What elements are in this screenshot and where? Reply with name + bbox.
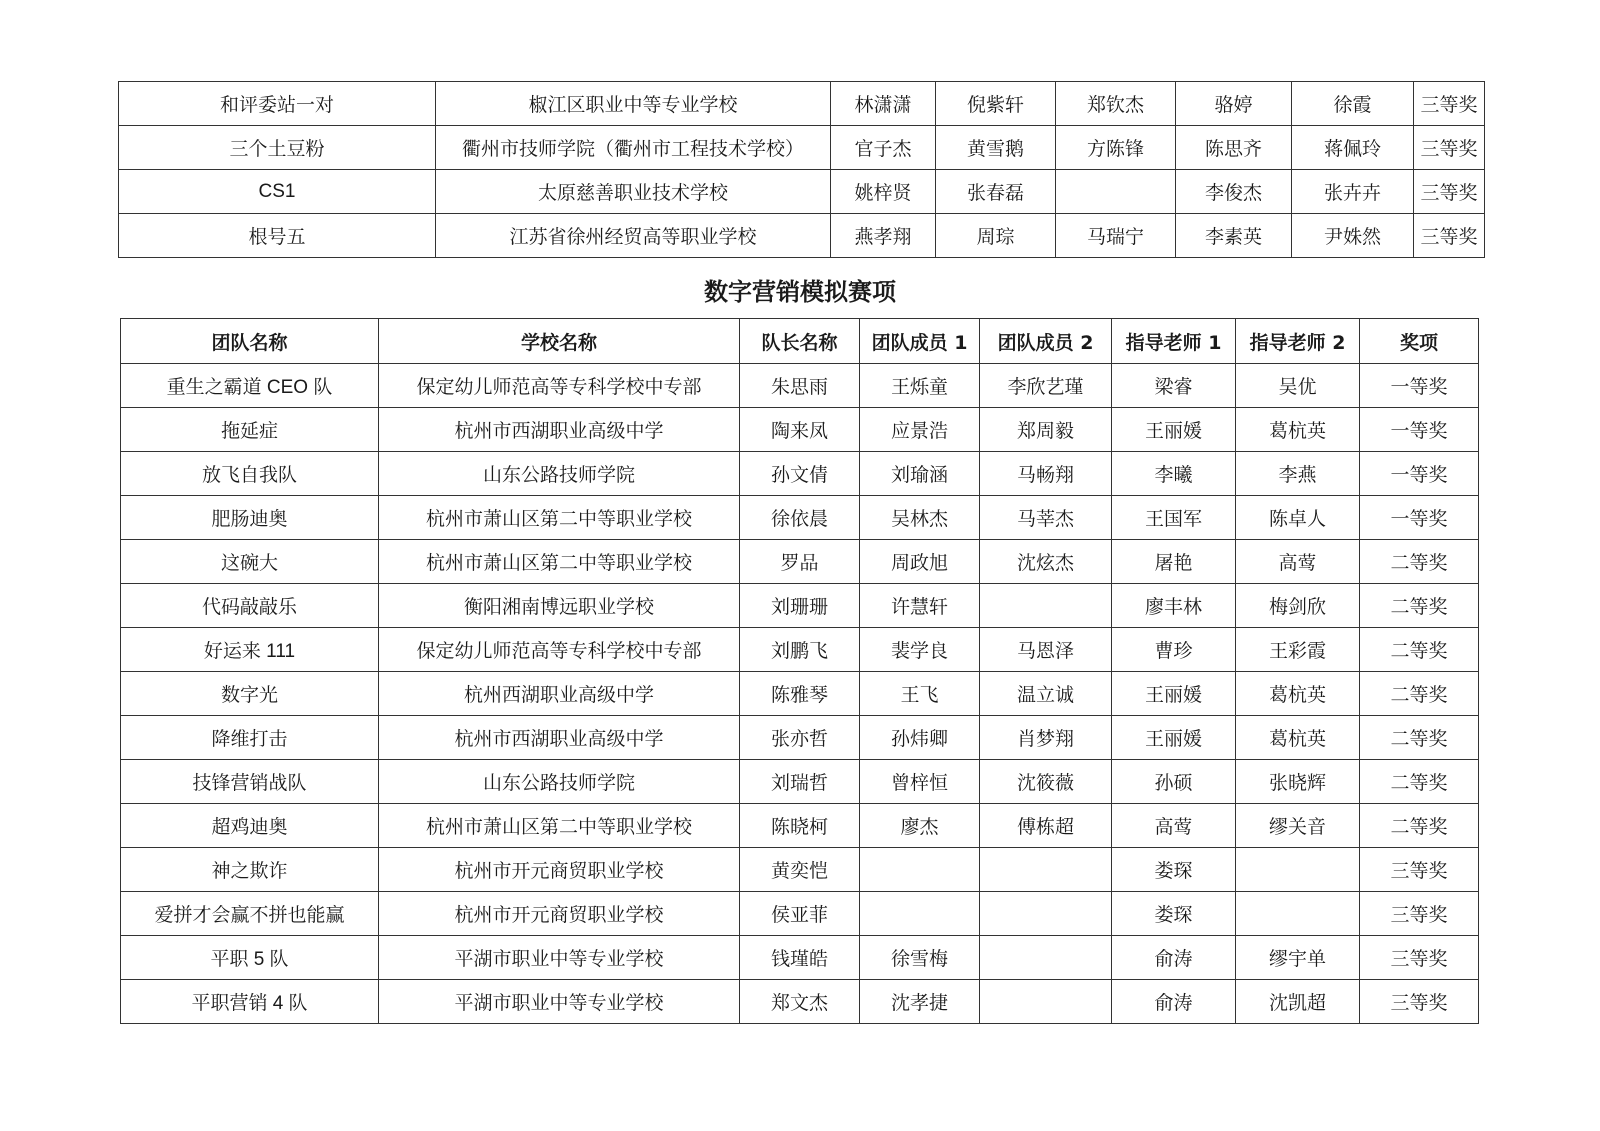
teacher-1-cell: 高莺 — [1112, 804, 1236, 848]
school-name-cell: 平湖市职业中等专业学校 — [379, 936, 740, 980]
teacher-1-cell: 陈思齐 — [1176, 126, 1292, 170]
team-name-cell: 技锋营销战队 — [121, 760, 379, 804]
member-2-cell: 郑周毅 — [980, 408, 1112, 452]
award-cell: 二等奖 — [1360, 584, 1479, 628]
table-row — [121, 584, 1479, 628]
member-1-cell: 刘瑜涵 — [860, 452, 980, 496]
school-name-cell: 杭州市开元商贸职业学校 — [379, 848, 740, 892]
award-cell: 二等奖 — [1360, 760, 1479, 804]
award-cell: 一等奖 — [1360, 496, 1479, 540]
member-1-cell — [860, 848, 980, 892]
member-1-cell: 孙炜卿 — [860, 716, 980, 760]
team-name-cell: 三个土豆粉 — [119, 126, 436, 170]
teacher-1-cell: 李素英 — [1176, 214, 1292, 258]
award-cell: 一等奖 — [1360, 364, 1479, 408]
captain-cell: 钱瑾皓 — [740, 936, 860, 980]
award-cell: 三等奖 — [1360, 980, 1479, 1024]
teacher-2-cell: 葛杭英 — [1236, 672, 1360, 716]
teacher-2-cell: 尹姝然 — [1292, 214, 1414, 258]
captain-cell: 侯亚菲 — [740, 892, 860, 936]
table-row — [121, 760, 1479, 804]
teacher-2-cell: 葛杭英 — [1236, 408, 1360, 452]
member-2-cell — [980, 936, 1112, 980]
header-team: 团队名称 — [121, 319, 379, 364]
member-2-cell: 郑钦杰 — [1056, 82, 1176, 126]
team-name-cell: 神之欺诈 — [121, 848, 379, 892]
header-member-2: 团队成员 2 — [980, 319, 1112, 364]
team-name-cell: 好运来 111 — [121, 628, 379, 672]
teacher-1-cell: 娄琛 — [1112, 848, 1236, 892]
school-name-cell: 保定幼儿师范高等专科学校中专部 — [379, 364, 740, 408]
member-1-cell: 许慧轩 — [860, 584, 980, 628]
school-name-cell: 杭州市萧山区第二中等职业学校 — [379, 540, 740, 584]
main-table-body — [121, 364, 1479, 1024]
school-name-cell: 杭州市萧山区第二中等职业学校 — [379, 804, 740, 848]
member-2-cell — [980, 584, 1112, 628]
captain-cell: 陶来凤 — [740, 408, 860, 452]
member-1-cell: 应景浩 — [860, 408, 980, 452]
header-row — [121, 319, 1479, 364]
team-name-cell: 超鸡迪奥 — [121, 804, 379, 848]
member-2-cell — [980, 980, 1112, 1024]
teacher-1-cell: 孙硕 — [1112, 760, 1236, 804]
award-cell: 三等奖 — [1414, 82, 1485, 126]
member-1-cell: 周政旭 — [860, 540, 980, 584]
teacher-1-cell: 王国军 — [1112, 496, 1236, 540]
table-row — [121, 672, 1479, 716]
school-name-cell: 杭州西湖职业高级中学 — [379, 672, 740, 716]
table-row — [121, 408, 1479, 452]
teacher-1-cell: 梁睿 — [1112, 364, 1236, 408]
team-name-cell: 和评委站一对 — [119, 82, 436, 126]
captain-cell: 林潇潇 — [831, 82, 936, 126]
member-2-cell: 傅栋超 — [980, 804, 1112, 848]
member-2-cell: 马瑞宁 — [1056, 214, 1176, 258]
member-2-cell: 沈筱薇 — [980, 760, 1112, 804]
teacher-2-cell: 缪关音 — [1236, 804, 1360, 848]
team-name-cell: 平职 5 队 — [121, 936, 379, 980]
captain-cell: 黄奕恺 — [740, 848, 860, 892]
table-row — [121, 364, 1479, 408]
member-2-cell: 马莘杰 — [980, 496, 1112, 540]
member-2-cell: 沈炫杰 — [980, 540, 1112, 584]
captain-cell: 刘瑞哲 — [740, 760, 860, 804]
award-cell: 二等奖 — [1360, 540, 1479, 584]
captain-cell: 陈晓柯 — [740, 804, 860, 848]
teacher-1-cell: 俞涛 — [1112, 936, 1236, 980]
teacher-2-cell: 陈卓人 — [1236, 496, 1360, 540]
captain-cell: 罗品 — [740, 540, 860, 584]
school-name-cell: 椒江区职业中等专业学校 — [436, 82, 831, 126]
captain-cell: 孙文倩 — [740, 452, 860, 496]
award-cell: 三等奖 — [1414, 126, 1485, 170]
header-member-1: 团队成员 1 — [860, 319, 980, 364]
school-name-cell: 太原慈善职业技术学校 — [436, 170, 831, 214]
member-1-cell: 曾梓恒 — [860, 760, 980, 804]
team-name-cell: 降维打击 — [121, 716, 379, 760]
teacher-1-cell: 骆婷 — [1176, 82, 1292, 126]
team-name-cell: CS1 — [119, 170, 436, 214]
award-cell: 二等奖 — [1360, 672, 1479, 716]
captain-cell: 徐依晨 — [740, 496, 860, 540]
teacher-2-cell: 高莺 — [1236, 540, 1360, 584]
member-1-cell: 王飞 — [860, 672, 980, 716]
member-1-cell: 张春磊 — [936, 170, 1056, 214]
table-row — [119, 170, 1485, 214]
school-name-cell: 江苏省徐州经贸高等职业学校 — [436, 214, 831, 258]
award-cell: 三等奖 — [1360, 848, 1479, 892]
teacher-1-cell: 屠艳 — [1112, 540, 1236, 584]
teacher-1-cell: 王丽媛 — [1112, 672, 1236, 716]
teacher-2-cell: 张卉卉 — [1292, 170, 1414, 214]
member-1-cell: 周琮 — [936, 214, 1056, 258]
school-name-cell: 杭州市萧山区第二中等职业学校 — [379, 496, 740, 540]
section-title: 数字营销模拟赛项 — [704, 278, 896, 306]
school-name-cell: 山东公路技师学院 — [379, 452, 740, 496]
award-cell: 一等奖 — [1360, 452, 1479, 496]
award-cell: 二等奖 — [1360, 716, 1479, 760]
header-school: 学校名称 — [379, 319, 740, 364]
award-cell: 二等奖 — [1360, 628, 1479, 672]
table-row — [121, 804, 1479, 848]
school-name-cell: 保定幼儿师范高等专科学校中专部 — [379, 628, 740, 672]
award-cell: 一等奖 — [1360, 408, 1479, 452]
captain-cell: 燕孝翔 — [831, 214, 936, 258]
teacher-1-cell: 俞涛 — [1112, 980, 1236, 1024]
school-name-cell: 衡阳湘南博远职业学校 — [379, 584, 740, 628]
teacher-1-cell: 曹珍 — [1112, 628, 1236, 672]
school-name-cell: 杭州市开元商贸职业学校 — [379, 892, 740, 936]
member-1-cell: 黄雪鹅 — [936, 126, 1056, 170]
member-2-cell: 方陈锋 — [1056, 126, 1176, 170]
award-cell: 二等奖 — [1360, 804, 1479, 848]
header-teacher-1: 指导老师 1 — [1112, 319, 1236, 364]
member-2-cell: 温立诚 — [980, 672, 1112, 716]
captain-cell: 陈雅琴 — [740, 672, 860, 716]
teacher-1-cell: 廖丰林 — [1112, 584, 1236, 628]
member-1-cell: 廖杰 — [860, 804, 980, 848]
member-2-cell — [980, 848, 1112, 892]
member-1-cell: 吴林杰 — [860, 496, 980, 540]
teacher-1-cell: 李俊杰 — [1176, 170, 1292, 214]
member-1-cell: 沈孝捷 — [860, 980, 980, 1024]
captain-cell: 郑文杰 — [740, 980, 860, 1024]
table-row — [119, 214, 1485, 258]
school-name-cell: 杭州市西湖职业高级中学 — [379, 408, 740, 452]
teacher-2-cell: 蒋佩玲 — [1292, 126, 1414, 170]
table-row — [121, 848, 1479, 892]
table-row — [121, 452, 1479, 496]
teacher-1-cell: 娄琛 — [1112, 892, 1236, 936]
table-row — [121, 496, 1479, 540]
captain-cell: 张亦哲 — [740, 716, 860, 760]
teacher-2-cell — [1236, 892, 1360, 936]
member-1-cell: 王烁童 — [860, 364, 980, 408]
member-2-cell — [980, 892, 1112, 936]
school-name-cell: 山东公路技师学院 — [379, 760, 740, 804]
member-2-cell — [1056, 170, 1176, 214]
table-row — [119, 82, 1485, 126]
top-results-table — [118, 81, 1485, 258]
award-cell: 三等奖 — [1414, 170, 1485, 214]
teacher-2-cell — [1236, 848, 1360, 892]
award-cell: 三等奖 — [1360, 892, 1479, 936]
team-name-cell: 放飞自我队 — [121, 452, 379, 496]
team-name-cell: 重生之霸道 CEO 队 — [121, 364, 379, 408]
header-award: 奖项 — [1360, 319, 1479, 364]
header-teacher-2: 指导老师 2 — [1236, 319, 1360, 364]
teacher-2-cell: 吴优 — [1236, 364, 1360, 408]
teacher-2-cell: 徐霞 — [1292, 82, 1414, 126]
table-row — [121, 936, 1479, 980]
header-captain: 队长名称 — [740, 319, 860, 364]
table-row — [121, 628, 1479, 672]
teacher-1-cell: 王丽媛 — [1112, 716, 1236, 760]
team-name-cell: 肥肠迪奥 — [121, 496, 379, 540]
teacher-2-cell: 王彩霞 — [1236, 628, 1360, 672]
award-cell: 三等奖 — [1360, 936, 1479, 980]
captain-cell: 刘鹏飞 — [740, 628, 860, 672]
teacher-2-cell: 葛杭英 — [1236, 716, 1360, 760]
table-row — [121, 716, 1479, 760]
school-name-cell: 杭州市西湖职业高级中学 — [379, 716, 740, 760]
captain-cell: 官子杰 — [831, 126, 936, 170]
teacher-1-cell: 王丽媛 — [1112, 408, 1236, 452]
member-1-cell: 徐雪梅 — [860, 936, 980, 980]
teacher-2-cell: 缪宇单 — [1236, 936, 1360, 980]
table-row — [121, 540, 1479, 584]
table-row — [119, 126, 1485, 170]
member-1-cell — [860, 892, 980, 936]
team-name-cell: 拖延症 — [121, 408, 379, 452]
captain-cell: 朱思雨 — [740, 364, 860, 408]
teacher-2-cell: 梅剑欣 — [1236, 584, 1360, 628]
team-name-cell: 平职营销 4 队 — [121, 980, 379, 1024]
member-1-cell: 裴学良 — [860, 628, 980, 672]
teacher-2-cell: 李燕 — [1236, 452, 1360, 496]
team-name-cell: 代码敲敲乐 — [121, 584, 379, 628]
team-name-cell: 数字光 — [121, 672, 379, 716]
school-name-cell: 平湖市职业中等专业学校 — [379, 980, 740, 1024]
member-2-cell: 马畅翔 — [980, 452, 1112, 496]
table-row — [121, 892, 1479, 936]
member-2-cell: 李欣艺瑾 — [980, 364, 1112, 408]
top-table-body — [119, 82, 1485, 258]
table-row — [121, 980, 1479, 1024]
member-2-cell: 肖梦翔 — [980, 716, 1112, 760]
member-1-cell: 倪紫轩 — [936, 82, 1056, 126]
team-name-cell: 根号五 — [119, 214, 436, 258]
captain-cell: 姚梓贤 — [831, 170, 936, 214]
teacher-2-cell: 沈凯超 — [1236, 980, 1360, 1024]
digital-marketing-results-table — [120, 318, 1479, 1024]
team-name-cell: 爱拼才会赢不拼也能赢 — [121, 892, 379, 936]
team-name-cell: 这碗大 — [121, 540, 379, 584]
teacher-1-cell: 李曦 — [1112, 452, 1236, 496]
member-2-cell: 马恩泽 — [980, 628, 1112, 672]
award-cell: 三等奖 — [1414, 214, 1485, 258]
captain-cell: 刘珊珊 — [740, 584, 860, 628]
teacher-2-cell: 张晓辉 — [1236, 760, 1360, 804]
school-name-cell: 衢州市技师学院（衢州市工程技术学校） — [436, 126, 831, 170]
